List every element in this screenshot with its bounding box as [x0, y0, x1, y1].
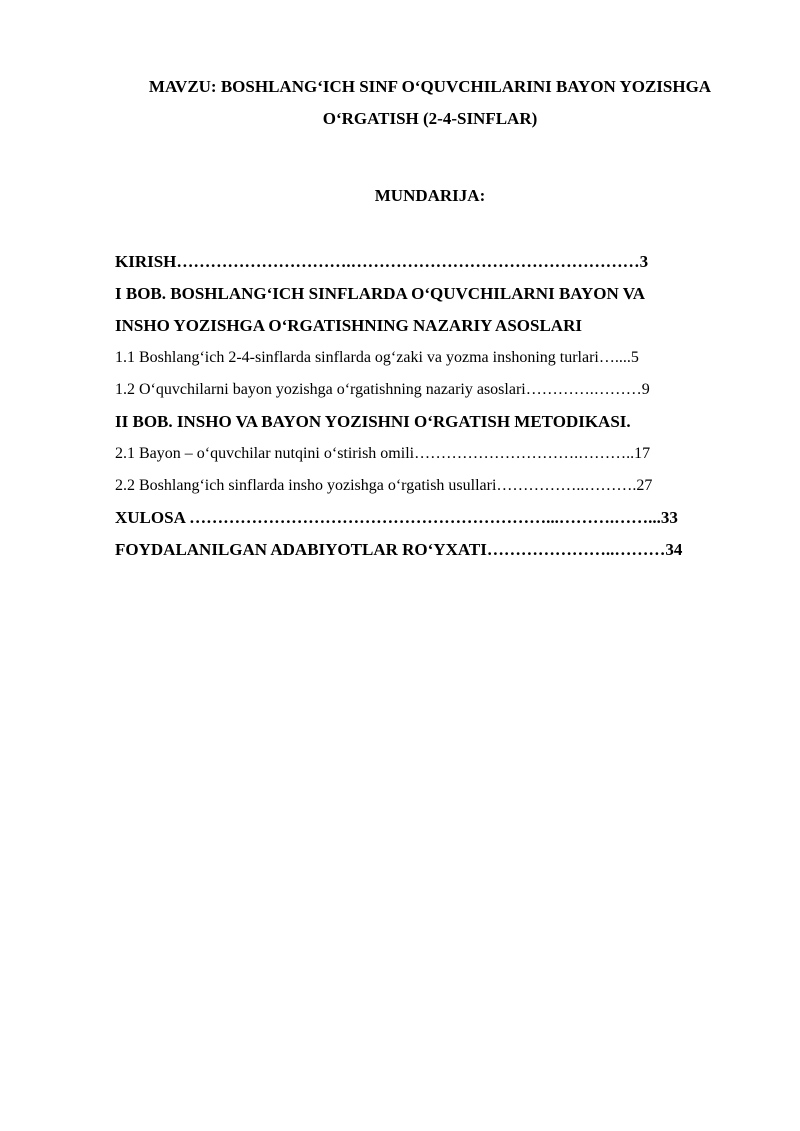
- toc-entry-chapter-2: [115, 411, 745, 443]
- contents-heading: MUNDARIJA:: [374, 186, 486, 205]
- toc-entry-text: 1.1 Boshlang‘ich 2-4-sinflarda sinflarda og‘zaki va yozma inshoning turlari…....5: [115, 349, 639, 366]
- toc-entry-section-2-1: [115, 443, 745, 475]
- toc-entry-chapter-1-line-1: [115, 283, 745, 315]
- toc-entry-bibliography: [115, 539, 745, 571]
- toc-entry-introduction: [115, 251, 745, 283]
- toc-entry-text: KIRISH………………………….……………………………………………3: [115, 252, 649, 271]
- table-of-contents: [115, 251, 745, 571]
- toc-entry-text: I BOB. BOSHLANG‘ICH SINFLARDA O‘QUVCHILARNI BAYON VA: [115, 284, 646, 303]
- document-title-line-2: O‘RGATISH (2-4-SINFLAR): [322, 109, 538, 128]
- toc-entry-text: FOYDALANILGAN ADABIYOTLAR RO‘YXATI…………………..………34: [115, 540, 683, 559]
- document-title-line-1: MAVZU: BOSHLANG‘ICH SINF O‘QUVCHILARINI BAYON YOZISHGA: [148, 77, 712, 96]
- toc-entry-conclusion: [115, 507, 745, 539]
- toc-entry-section-1-1: [115, 347, 745, 379]
- toc-entry-section-1-2: [115, 379, 745, 411]
- toc-entry-text: 1.2 O‘quvchilarni bayon yozishga o‘rgatishning nazariy asoslari………….………9: [115, 381, 650, 398]
- toc-entry-chapter-1-line-2: [115, 315, 745, 347]
- toc-entry-text: INSHO YOZISHGA O‘RGATISHNING NAZARIY ASOSLARI: [115, 316, 582, 335]
- toc-entry-text: XULOSA ………………………………………………………...……….……...33: [115, 508, 678, 527]
- toc-entry-text: II BOB. INSHO VA BAYON YOZISHNI O‘RGATISH METODIKASI.: [115, 412, 631, 431]
- toc-entry-text: 2.2 Boshlang‘ich sinflarda insho yozishga o‘rgatish usullari……………..……….27: [115, 477, 653, 494]
- toc-entry-section-2-2: [115, 475, 745, 507]
- toc-entry-text: 2.1 Bayon – o‘quvchilar nutqini o‘stirish omili………………………….………..17: [115, 445, 651, 462]
